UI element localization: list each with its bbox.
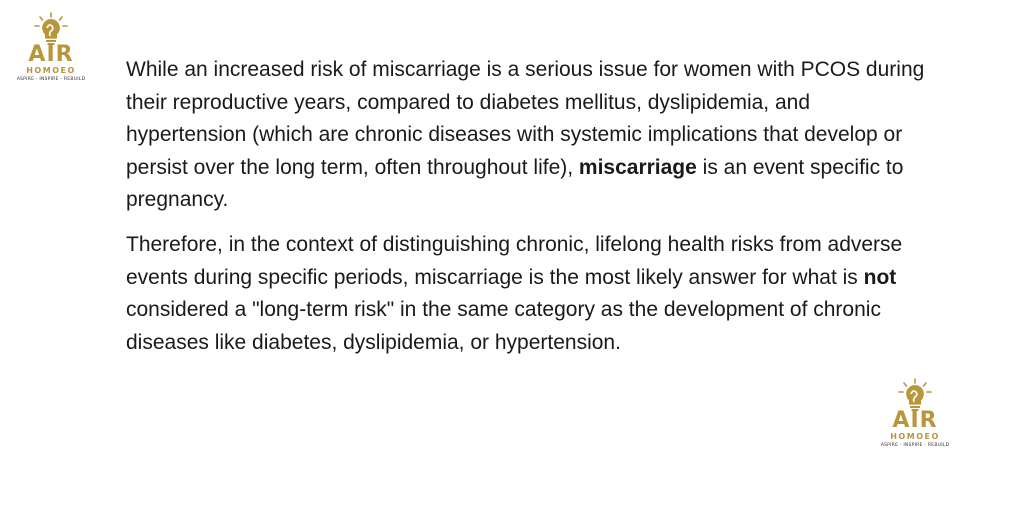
brand-logo	[16, 12, 86, 83]
paragraph-2	[126, 229, 926, 359]
logo-subtitle: HOMOEO	[26, 66, 76, 75]
brand-logo-watermark	[880, 378, 950, 449]
answer-text	[126, 54, 926, 359]
lightbulb-icon	[31, 12, 71, 46]
paragraph-2-text-a: Therefore, in the context of distinguishing chronic, lifelong health risks from adverse events during specific periods, miscarriage is the most likely answer for what is	[126, 232, 903, 289]
paragraph-2-text-b: considered a "long-term risk" in the same category as the development of chronic diseases like diabetes, dyslipidemia, or hypertension.	[126, 298, 881, 354]
paragraph-2-bold: not	[863, 265, 897, 289]
logo-name: AIR	[28, 42, 74, 67]
paragraph-1	[126, 54, 926, 217]
paragraph-1-text-b: is an event specific to pregnancy.	[126, 155, 904, 212]
lightbulb-icon	[895, 378, 935, 412]
logo-tagline: ASPIRE - INSPIRE - REBUILD	[16, 77, 86, 82]
paragraph-1-bold: miscarriage	[578, 155, 697, 179]
logo-name: AIR	[892, 408, 938, 433]
logo-tagline: ASPIRE - INSPIRE - REBUILD	[880, 443, 950, 448]
paragraph-1-text-a: While an increased risk of miscarriage is a serious issue for women with PCOS during their reproductive years, compared to diabetes mellitus, dyslipidemia, and hypertension (which are chronic diseases with systemic implications that develop or persist over the long term, often throughout life),	[126, 58, 925, 179]
logo-subtitle: HOMOEO	[890, 432, 940, 441]
